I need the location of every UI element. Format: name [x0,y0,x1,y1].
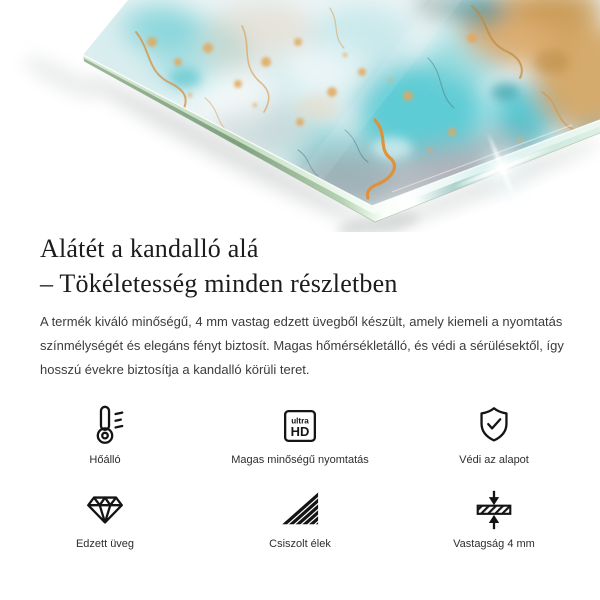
feature-label: Magas minőségű nyomtatás [231,454,369,466]
feature-label: Védi az alapot [459,454,529,466]
svg-text:HD: HD [290,424,310,440]
page-title-line2: – Tökéletesség minden részletben [40,269,398,298]
ultra-hd-icon [277,402,323,450]
feature-label: Csiszolt élek [269,538,331,550]
diamond-icon [82,486,128,534]
thickness-icon [471,486,517,534]
feature-protects-base [399,402,589,466]
feature-tempered-glass [10,486,200,550]
product-description: A termék kiváló minőségű, 4 mm vastag edzett üvegből készült, amely kiemeli a nyomtatás színmélységét és elegáns fényt biztosít. Magas hőmérsékletálló, és védi a sérülésektől, így hosszú évekre biztosítja a kandalló körüli teret. [40,314,564,377]
page-title-line1: Alátét a kandalló alá [40,234,259,263]
polished-edges-icon [277,486,323,534]
feature-ultra-hd-print [205,402,395,466]
svg-text:ultra: ultra [291,416,309,426]
feature-polished-edges [205,486,395,550]
thermometer-icon [82,402,128,450]
feature-heat-resistant [10,402,200,466]
feature-label: Vastagság 4 mm [453,538,535,550]
feature-label: Edzett üveg [75,538,135,550]
shield-check-icon [471,402,517,450]
feature-thickness-4mm [399,486,589,550]
feature-label: Hőálló [89,454,121,466]
